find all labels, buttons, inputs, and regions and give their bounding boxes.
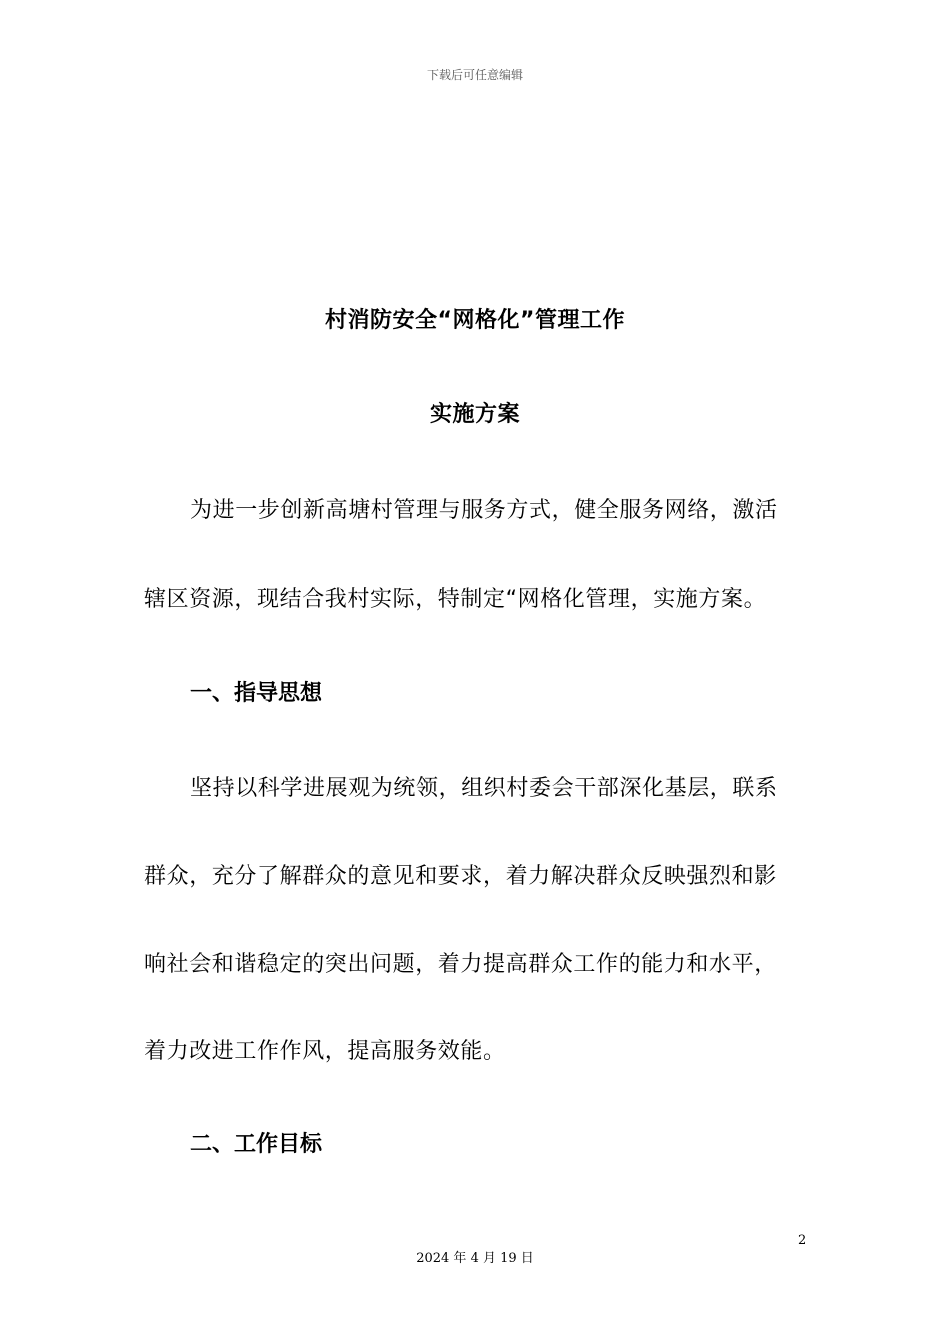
intro-line-2: 辖区资源，现结合我村实际，特制定“网格化管理，实施方案。	[144, 587, 767, 612]
section-1-line-3: 响社会和谐稳定的突出问题，着力提高群众工作的能力和水平，	[144, 952, 777, 977]
intro-line-1: 为进一步创新高塘村管理与服务方式，健全服务网络，激活	[190, 498, 778, 523]
section-1-line-1: 坚持以科学进展观为统领，组织村委会干部深化基层，联系	[190, 776, 778, 801]
document-title-line-2: 实施方案	[429, 402, 520, 427]
section-1-line-2: 群众，充分了解群众的意见和要求，着力解决群众反映强烈和影	[144, 864, 777, 889]
section-1-heading: 一、指导思想	[190, 681, 323, 706]
document-title-line-1: 村消防安全“网格化”管理工作	[325, 308, 625, 333]
section-2-heading: 二、工作目标	[190, 1132, 323, 1157]
footer-date: 2024 年 4 月 19 日	[416, 1251, 534, 1266]
page-number: 2	[798, 1233, 807, 1248]
header-note: 下载后可任意编辑	[426, 68, 523, 82]
section-1-line-4: 着力改进工作作风，提高服务效能。	[144, 1039, 506, 1064]
